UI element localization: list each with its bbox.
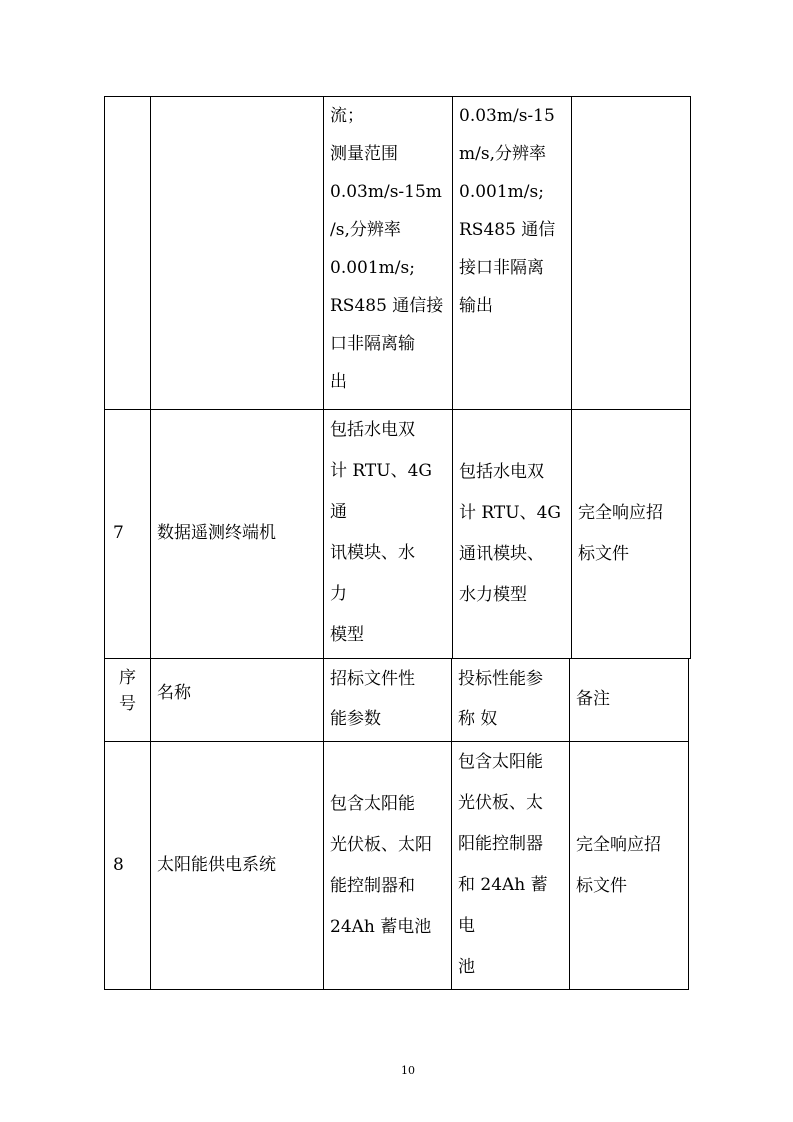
cell-remark <box>572 97 691 410</box>
text-line: 测量范围 <box>330 144 398 164</box>
text-line: 光伏板、太阳 <box>330 834 432 855</box>
text-line: 完全响应招 <box>578 503 663 523</box>
text-line: 模型 <box>330 625 364 645</box>
text-line: 电 <box>458 916 475 936</box>
text-line: 水力模型 <box>459 585 527 605</box>
text-line: 通讯模块、 <box>459 544 544 564</box>
spec-table-upper <box>104 96 691 659</box>
text-line: 包括水电双 <box>459 462 544 482</box>
cell-bid-params <box>453 410 572 659</box>
text-line: 包含太阳能 <box>330 793 415 814</box>
header-name: 名称 <box>151 659 324 742</box>
text-line: 称 奴 <box>458 709 498 729</box>
table-header-row <box>105 659 689 742</box>
text-line: 阳能控制器 <box>458 834 543 854</box>
text-line: 能控制器和 <box>330 875 415 896</box>
text-line: m/s,分辨率 <box>459 144 546 164</box>
text-line: 口非隔离输 <box>330 334 415 354</box>
text-line: 接口非隔离 <box>459 258 544 278</box>
text-line: 包括水电双 <box>330 420 415 440</box>
header-remark: 备注 <box>570 659 689 742</box>
table-row <box>105 742 689 990</box>
spec-table-lower <box>104 658 689 990</box>
cell-bid-params <box>452 742 570 990</box>
text-line: 通 <box>330 502 347 522</box>
cell-num: 7 <box>105 410 151 659</box>
text-line: 标文件 <box>578 544 629 564</box>
text-line: 讯模块、水 <box>330 543 415 563</box>
table-row <box>105 97 691 410</box>
text-line: 输出 <box>459 296 493 316</box>
text-line: 能参数 <box>330 709 381 729</box>
header-seq <box>105 659 151 742</box>
table-row <box>105 410 691 659</box>
cell-name: 数据遥测终端机 <box>151 410 324 659</box>
text-line: 计 RTU、4G <box>330 461 432 481</box>
header-tender-params <box>324 659 452 742</box>
text-line: 0.001m/s; <box>459 182 544 202</box>
text-line: 24Ah 蓄电池 <box>330 916 432 937</box>
text-line: RS485 通信 <box>459 220 556 240</box>
cell-tender-params <box>324 742 452 990</box>
text-line: 号 <box>119 694 136 714</box>
text-line: 招标文件性 <box>330 669 415 689</box>
cell-bid-params <box>453 97 572 410</box>
text-line: 完全响应招 <box>576 834 661 855</box>
text-line: 力 <box>330 584 347 604</box>
text-line: 标文件 <box>576 875 627 896</box>
text-line: 0.001m/s; <box>330 258 415 278</box>
text-line: 计 RTU、4G <box>459 503 561 523</box>
text-line: 序 <box>119 668 136 688</box>
cell-num: 8 <box>105 742 151 990</box>
cell-remark <box>572 410 691 659</box>
text-line: 出 <box>330 372 347 392</box>
cell-name: 太阳能供电系统 <box>151 742 324 990</box>
text-line: 0.03m/s-15m <box>330 182 442 202</box>
cell-tender-params <box>324 97 453 410</box>
text-line: 0.03m/s-15 <box>459 106 555 126</box>
cell-remark <box>570 742 689 990</box>
text-line: RS485 通信接 <box>330 296 444 316</box>
text-line: 光伏板、太 <box>458 793 543 813</box>
text-line: 流； <box>330 106 364 126</box>
text-line: 包含太阳能 <box>458 752 543 772</box>
page-number: 10 <box>401 1064 415 1077</box>
text-line: /s,分辨率 <box>330 220 401 240</box>
text-line: 池 <box>458 957 475 977</box>
cell-tender-params <box>324 410 453 659</box>
cell-num <box>105 97 151 410</box>
text-line: 和 24Ah 蓄 <box>458 875 548 895</box>
text-line: 投标性能参 <box>458 669 543 689</box>
cell-name <box>151 97 324 410</box>
header-bid-params <box>452 659 570 742</box>
